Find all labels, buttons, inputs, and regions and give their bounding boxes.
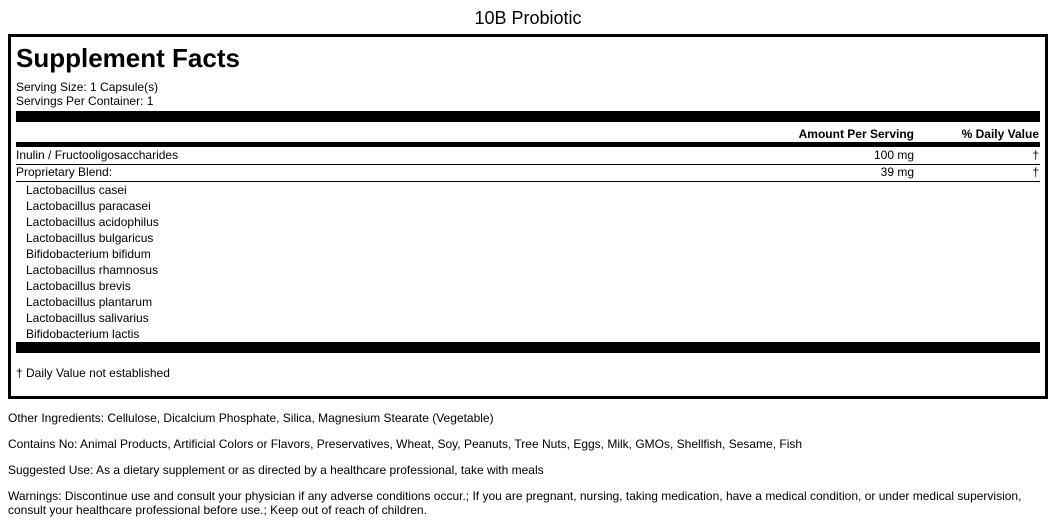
other-ingredients: Other Ingredients: Cellulose, Dicalcium Phosphate, Silica, Magnesium Stearate (Vegetable) <box>8 411 494 425</box>
daily-value-footnote: † Daily Value not established <box>16 366 170 380</box>
nutrient-row <box>16 147 1040 165</box>
blend-ingredient: Lactobacillus plantarum <box>26 295 153 309</box>
nutrient-amount: 100 mg <box>873 148 914 162</box>
blend-ingredient: Lactobacillus casei <box>26 183 127 197</box>
nutrient-amount: 39 mg <box>880 165 914 179</box>
blend-ingredient: Lactobacillus salivarius <box>26 311 149 325</box>
blend-ingredient: Lactobacillus bulgaricus <box>26 231 154 245</box>
blend-ingredient: Lactobacillus rhamnosus <box>26 263 159 277</box>
product-title: 10B Probiotic <box>474 8 582 28</box>
serving-size: Serving Size: 1 Capsule(s) <box>16 80 159 94</box>
servings-per-container: Servings Per Container: 1 <box>16 94 154 108</box>
nutrient-row <box>16 164 1040 182</box>
nutrient-name: Inulin / Fructooligosaccharides <box>16 148 179 162</box>
blend-ingredient: Lactobacillus acidophilus <box>26 215 159 229</box>
blend-ingredient: Bifidobacterium lactis <box>26 327 140 341</box>
thick-divider-bottom <box>16 342 1040 353</box>
thick-divider-top <box>16 111 1040 122</box>
proprietary-blend-list <box>26 182 159 342</box>
blend-ingredient: Bifidobacterium bifidum <box>26 247 151 261</box>
facts-heading: Supplement Facts <box>16 43 240 73</box>
amount-per-serving-header: Amount Per Serving <box>798 127 914 141</box>
blend-ingredient: Lactobacillus paracasei <box>26 199 151 213</box>
nutrient-daily-value: † <box>1032 165 1039 179</box>
nutrient-name: Proprietary Blend: <box>16 165 113 179</box>
suggested-use: Suggested Use: As a dietary supplement or as directed by a healthcare professional, take with meals <box>8 463 544 477</box>
nutrient-daily-value: † <box>1032 148 1039 162</box>
warnings: Warnings: Discontinue use and consult your physician if any adverse conditions occur.; If you are pregnant, nursing, taking medication, have a medical condition, or under medical supervision, consult your healthcare professional before use.; Keep out of reach of children. <box>8 489 1022 517</box>
supplement-facts-panel <box>8 34 1048 399</box>
contains-no: Contains No: Animal Products, Artificial Colors or Flavors, Preservatives, Wheat, Soy, Peanuts, Tree Nuts, Eggs, Milk, GMOs, Shellfish, Sesame, Fish <box>8 437 803 451</box>
blend-ingredient: Lactobacillus brevis <box>26 279 131 293</box>
daily-value-header: % Daily Value <box>961 127 1039 141</box>
